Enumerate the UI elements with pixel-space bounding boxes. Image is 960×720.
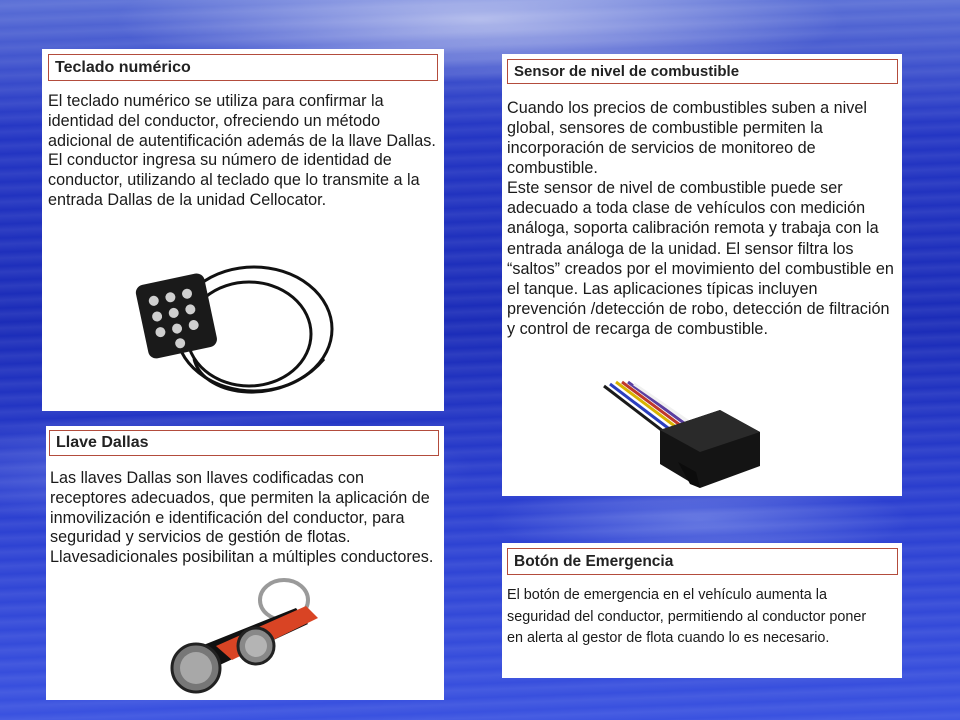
keypad-device-image [134,259,334,409]
emergency-button-panel [502,543,902,678]
fuel-sensor-panel [502,54,902,496]
fuel-sensor-title: Sensor de nivel de combustible [507,59,898,84]
emergency-button-title: Botón de Emergencia [507,548,898,575]
fuel-sensor-text: Cuando los precios de combustibles suben a nivel global, sensores de combustible permiten la incorporación de servicios de monitoreo de combustible. Este sensor de nivel de combustible puede ser adecuado a toda clase de vehículos con medición análoga, soporta calibración remota y trabaja con la entrada análoga de la unidad. El sensor filtra los “saltos” creados por el movimiento del combustible en el tanque. Las aplicaciones típicas incluyen prevención /detección de robo, detección de filtración y control de recarga de combustible. [507,99,894,338]
dallas-key-image [156,576,346,696]
keypad-text: El teclado numérico se utiliza para confirmar la identidad del conductor, ofreciendo un método adicional de autentificación además de la llave Dallas. El conductor ingresa su número de identidad de conductor, utilizando al teclado que lo transmite a la entrada Dallas de la unidad Cellocator. [48,92,436,209]
dallas-text: Las llaves Dallas son llaves codificadas con receptores adecuados, que permiten la aplicación de inmovilización e identificación del conductor, para seguridad y servicios de gestión de flotas. Llavesadicionales posibilitan a múltiples conductores. [50,469,434,567]
dallas-panel [46,426,444,700]
fuel-sensor-image [600,380,770,492]
keypad-title: Teclado numérico [48,54,438,81]
dallas-title: Llave Dallas [49,430,439,456]
emergency-button-text: El botón de emergencia en el vehículo aumenta la seguridad del conductor, permitiendo al conductor poner en alerta al gestor de flota cuando lo es necesario. [507,587,867,647]
keypad-panel [42,49,444,411]
